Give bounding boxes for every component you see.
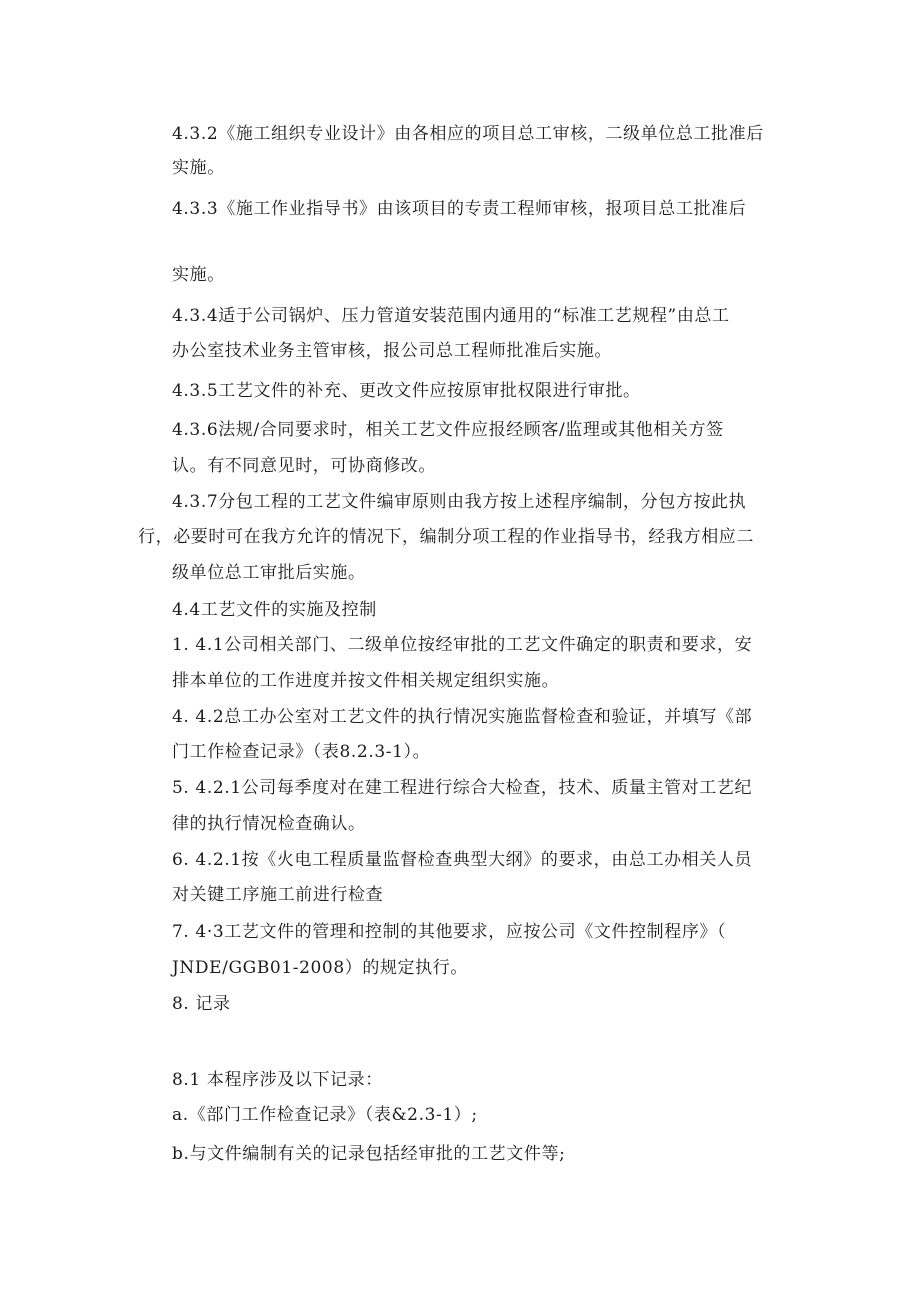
paragraph-4-3-6-line-2: 认。有不同意见时，可协商修改。 [172,456,436,476]
paragraph-4-3-5: 4.3.5工艺文件的补充、更改文件应按原审批权限进行审批。 [172,381,641,401]
item-7-line-1: 7. 4·3工艺文件的管理和控制的其他要求，应按公司《文件控制程序》（ [172,922,727,942]
section-8-heading: 8. 记录 [172,994,231,1014]
item-1-line-1: 1. 4.1公司相关部门、二级单位按经审批的工艺文件确定的职责和要求，安 [172,635,753,655]
item-6-line-2: 对关键工序施工前进行检查 [172,885,384,905]
paragraph-4-3-7-line-1: 4.3.7分包工程的工艺文件编审原则由我方按上述程序编制，分包方按此执 [172,492,747,512]
paragraph-4-3-2-line-2: 实施。 [172,158,225,178]
item-5-line-2: 律的执行情况检查确认。 [172,814,366,834]
paragraph-4-3-4-line-1: 4.3.4适于公司锅炉、压力管道安装范围内通用的“标准工艺规程”由总工 [172,306,730,326]
item-4-line-2: 门工作检查记录》（表8.2.3-1）。 [172,742,431,762]
section-8-1: 8.1 本程序涉及以下记录： [172,1070,383,1090]
record-item-a: a.《部门工作检查记录》（表&2.3-1）; [172,1105,478,1125]
paragraph-4-3-4-line-2: 办公室技术业务主管审核，报公司总工程师批准后实施。 [172,341,612,361]
paragraph-4-3-3-line-2: 实施。 [172,265,225,285]
paragraph-4-3-7-line-3: 级单位总工审批后实施。 [172,563,366,583]
item-1-line-2: 排本单位的工作进度并按文件相关规定组织实施。 [172,671,560,691]
record-item-b: b.与文件编制有关的记录包括经审批的工艺文件等; [172,1144,566,1164]
item-5-line-1: 5. 4.2.1公司每季度对在建工程进行综合大检查，技术、质量主管对工艺纪 [172,778,753,798]
paragraph-4-3-7-line-2: 行，必要时可在我方允许的情况下，编制分项工程的作业指导书，经我方相应二 [138,527,754,547]
section-4-4-heading: 4.4工艺文件的实施及控制 [172,600,377,620]
item-6-line-1: 6. 4.2.1按《火电工程质量监督检查典型大纲》的要求，由总工办相关人员 [172,850,753,870]
paragraph-4-3-2-line-1: 4.3.2《施工组织专业设计》由各相应的项目总工审核，二级单位总工批准后 [172,124,764,144]
item-4-line-1: 4. 4.2总工办公室对工艺文件的执行情况实施监督检查和验证，并填写《部 [172,707,753,727]
item-7-line-2: JNDE/GGB01-2008）的规定执行。 [172,958,468,978]
paragraph-4-3-3-line-1: 4.3.3《施工作业指导书》由该项目的专责工程师审核，报项目总工批准后 [172,199,747,219]
paragraph-4-3-6-line-1: 4.3.6法规/合同要求时，相关工艺文件应报经顾客/监理或其他相关方签 [172,420,724,440]
